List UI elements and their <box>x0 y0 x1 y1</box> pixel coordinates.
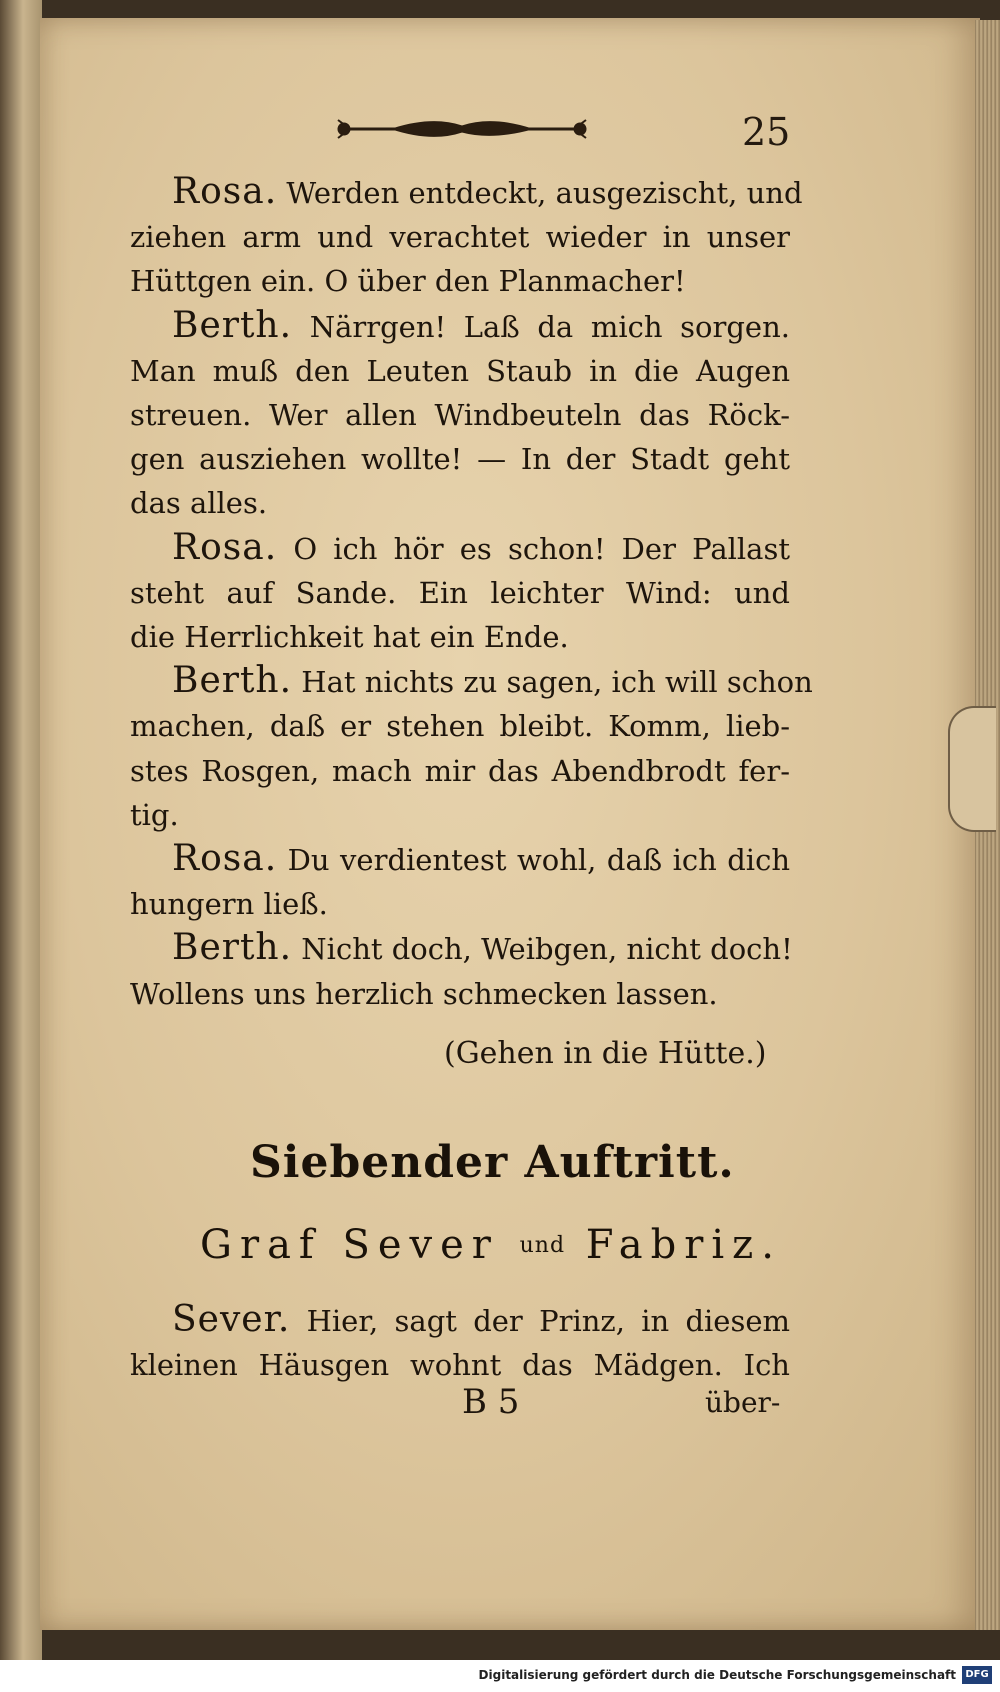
dialogue-paragraph <box>130 926 793 971</box>
dialogue-paragraph <box>130 1298 790 1343</box>
dialogue-line: Hüttgen ein. O über den Planmacher! <box>130 264 686 299</box>
page-number: 25 <box>742 110 791 154</box>
dialogue-paragraph <box>130 304 790 349</box>
dialogue-block-top <box>130 170 813 1016</box>
dialogue-line: steht auf Sande. Ein leichter Wind: und <box>130 575 790 610</box>
ornament-icon <box>332 112 592 146</box>
dialogue-line: Du verdientest wohl, daß ich dich <box>277 843 790 878</box>
footer-text: Digitalisierung gefördert durch die Deutsche Forschungsgemeinschaft <box>478 1668 956 1682</box>
book-gutter <box>0 0 42 1660</box>
dialogue-paragraph-cont <box>130 215 790 303</box>
dialogue-line: Man muß den Leuten Staub in die Augen <box>130 353 790 388</box>
dialogue-line: kleinen Häusgen wohnt das Mädgen. Ich <box>130 1348 790 1383</box>
speaker-name: Sever. <box>172 1299 291 1340</box>
dialogue-paragraph <box>130 837 790 882</box>
dialogue-line: Närrgen! Laß da mich sorgen. <box>292 309 790 344</box>
dialogue-line: das alles. <box>130 486 268 521</box>
speaker-name: Berth. <box>172 927 293 969</box>
dialogue-paragraph-cont <box>130 349 790 526</box>
dialogue-paragraph <box>130 526 790 571</box>
stage-direction: (Gehen in die Hütte.) <box>444 1036 767 1071</box>
dialogue-block-bottom <box>130 1298 790 1387</box>
character-first: Graf Sever <box>200 1222 499 1268</box>
dialogue-paragraph-cont <box>130 704 790 837</box>
dialogue-paragraph <box>130 659 813 704</box>
dialogue-paragraph-cont <box>130 1343 790 1387</box>
dialogue-line: machen, daß er stehen bleibt. Komm, lieb- <box>130 709 790 744</box>
footer-bar <box>0 1660 1000 1692</box>
speaker-name: Rosa. <box>172 838 278 880</box>
dialogue-line: O ich hör es schon! Der Pallast <box>277 531 790 566</box>
dialogue-line: Werden entdeckt, ausgezischt, und <box>277 176 803 210</box>
dialogue-line: tig. <box>130 797 179 832</box>
page-tab <box>948 706 996 832</box>
character-conjunction: und <box>519 1233 566 1258</box>
dialogue-line: Wollens uns herzlich schmecken lassen. <box>130 976 718 1011</box>
dialogue-line: die Herrlichkeit hat ein Ende. <box>130 620 569 655</box>
character-list <box>200 1222 782 1268</box>
dialogue-line: stes Rosgen, mach mir das Abendbrodt fer- <box>130 753 790 788</box>
character-second: Fabriz. <box>585 1222 782 1268</box>
speaker-name: Rosa. <box>172 171 278 212</box>
dialogue-line: Hat nichts zu sagen, ich will schon <box>292 665 813 700</box>
catchword: über- <box>705 1386 781 1419</box>
dialogue-line: streuen. Wer allen Windbeuteln das Röck- <box>130 398 790 433</box>
speaker-name: Rosa. <box>172 526 278 568</box>
dialogue-paragraph-cont <box>130 882 790 926</box>
dialogue-line: hungern ließ. <box>130 887 328 922</box>
dialogue-paragraph-cont <box>130 571 790 659</box>
dialogue-paragraph-cont <box>130 972 790 1016</box>
scene-heading: Siebender Auftritt. <box>250 1137 735 1188</box>
speaker-name: Berth. <box>172 660 293 702</box>
dialogue-line: ziehen arm und verachtet wieder in unser <box>130 220 790 255</box>
speaker-name: Berth. <box>172 304 293 346</box>
dfg-logo-icon: DFG <box>962 1666 992 1684</box>
dialogue-paragraph <box>130 170 803 215</box>
dialogue-line: Hier, sagt der Prinz, in diesem <box>290 1304 790 1338</box>
dialogue-line: Nicht doch, Weibgen, nicht doch! <box>292 932 793 967</box>
signature-mark: B 5 <box>462 1382 520 1422</box>
dialogue-line: gen ausziehen wollte! — In der Stadt geht <box>130 442 790 477</box>
